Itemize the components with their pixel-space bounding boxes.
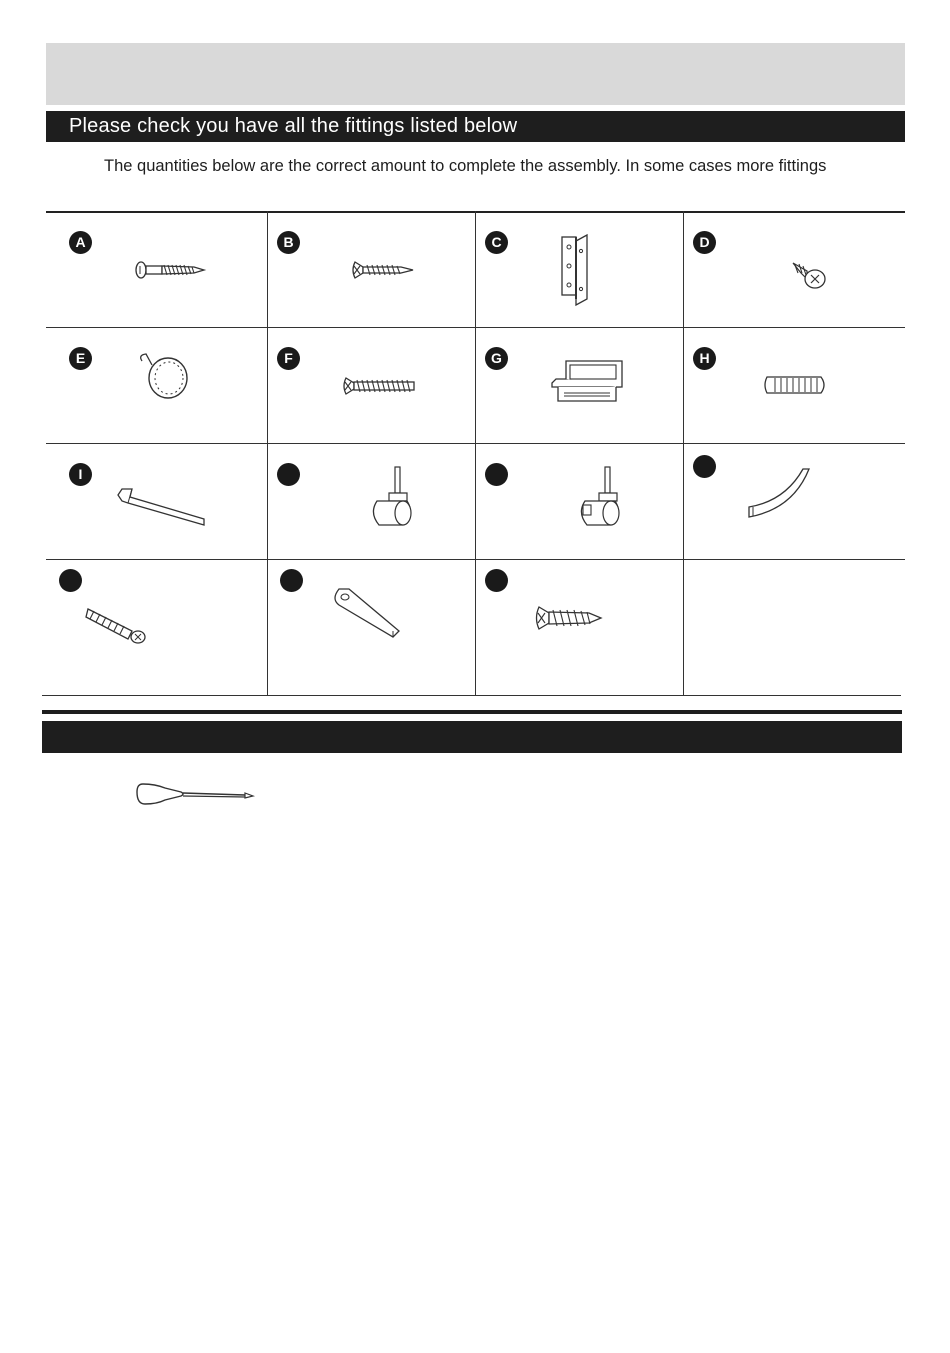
- fittings-section-bar: [46, 111, 905, 142]
- fitting-letter-badge: F: [277, 347, 300, 370]
- section-divider: [42, 710, 902, 714]
- braked-castor-icon: [575, 465, 625, 531]
- fitting-cell-wall-plug: [46, 559, 267, 696]
- fitting-cell-e: [46, 327, 267, 443]
- wall-plug-screw-icon: [86, 603, 148, 645]
- short-screw-icon: [791, 259, 831, 293]
- screwdriver-icon: [135, 778, 259, 812]
- fitting-letter-badge: A: [69, 231, 92, 254]
- fitting-cell-d: [683, 211, 905, 327]
- long-screw-icon: [342, 375, 418, 397]
- fitting-cell-tapping-screw: [475, 559, 683, 696]
- fitting-cell-a: [46, 211, 267, 327]
- fitting-letter-badge: [485, 463, 508, 486]
- magnetic-catch-icon: [550, 357, 628, 405]
- fitting-cell-h: [683, 327, 905, 443]
- fitting-letter-badge: [280, 569, 303, 592]
- fitting-cell-flat-bracket: [267, 559, 475, 696]
- fittings-grid: [46, 211, 905, 696]
- fitting-letter-badge: D: [693, 231, 716, 254]
- fitting-cell-g: [475, 327, 683, 443]
- fitting-cell-empty: [683, 559, 905, 696]
- allen-key-icon: [116, 483, 208, 527]
- fitting-cell-handle-bar: [683, 443, 905, 559]
- fitting-letter-badge: [693, 455, 716, 478]
- section-title: Please check you have all the fittings listed below: [69, 115, 518, 137]
- intro-text: The quantities below are the correct amount to complete the assembly. In some cases more fittings: [104, 157, 827, 175]
- fitting-cell-c: [475, 211, 683, 327]
- castor-wheel-icon: [367, 465, 417, 531]
- fitting-cell-braked-castor: [475, 443, 683, 559]
- fitting-letter-badge: [277, 463, 300, 486]
- fitting-letter-badge: I: [69, 463, 92, 486]
- fitting-cell-b: [267, 211, 475, 327]
- fitting-cell-castor: [267, 443, 475, 559]
- wood-screw-icon: [136, 259, 208, 281]
- fitting-letter-badge: [485, 569, 508, 592]
- tools-section-bar: [42, 721, 902, 753]
- knob-icon: [136, 351, 198, 401]
- fitting-letter-badge: [59, 569, 82, 592]
- tapping-screw-icon: [535, 603, 605, 633]
- handle-bar-icon: [745, 465, 817, 523]
- header-band: [46, 43, 905, 105]
- countersunk-screw-icon: [351, 259, 415, 281]
- flat-bracket-icon: [333, 585, 403, 641]
- fitting-letter-badge: B: [277, 231, 300, 254]
- wooden-dowel-icon: [761, 371, 829, 399]
- fitting-cell-i: [46, 443, 267, 559]
- hinge-icon: [559, 233, 599, 305]
- fitting-letter-badge: C: [485, 231, 508, 254]
- fitting-letter-badge: G: [485, 347, 508, 370]
- fitting-letter-badge: H: [693, 347, 716, 370]
- fitting-cell-f: [267, 327, 475, 443]
- fitting-letter-badge: E: [69, 347, 92, 370]
